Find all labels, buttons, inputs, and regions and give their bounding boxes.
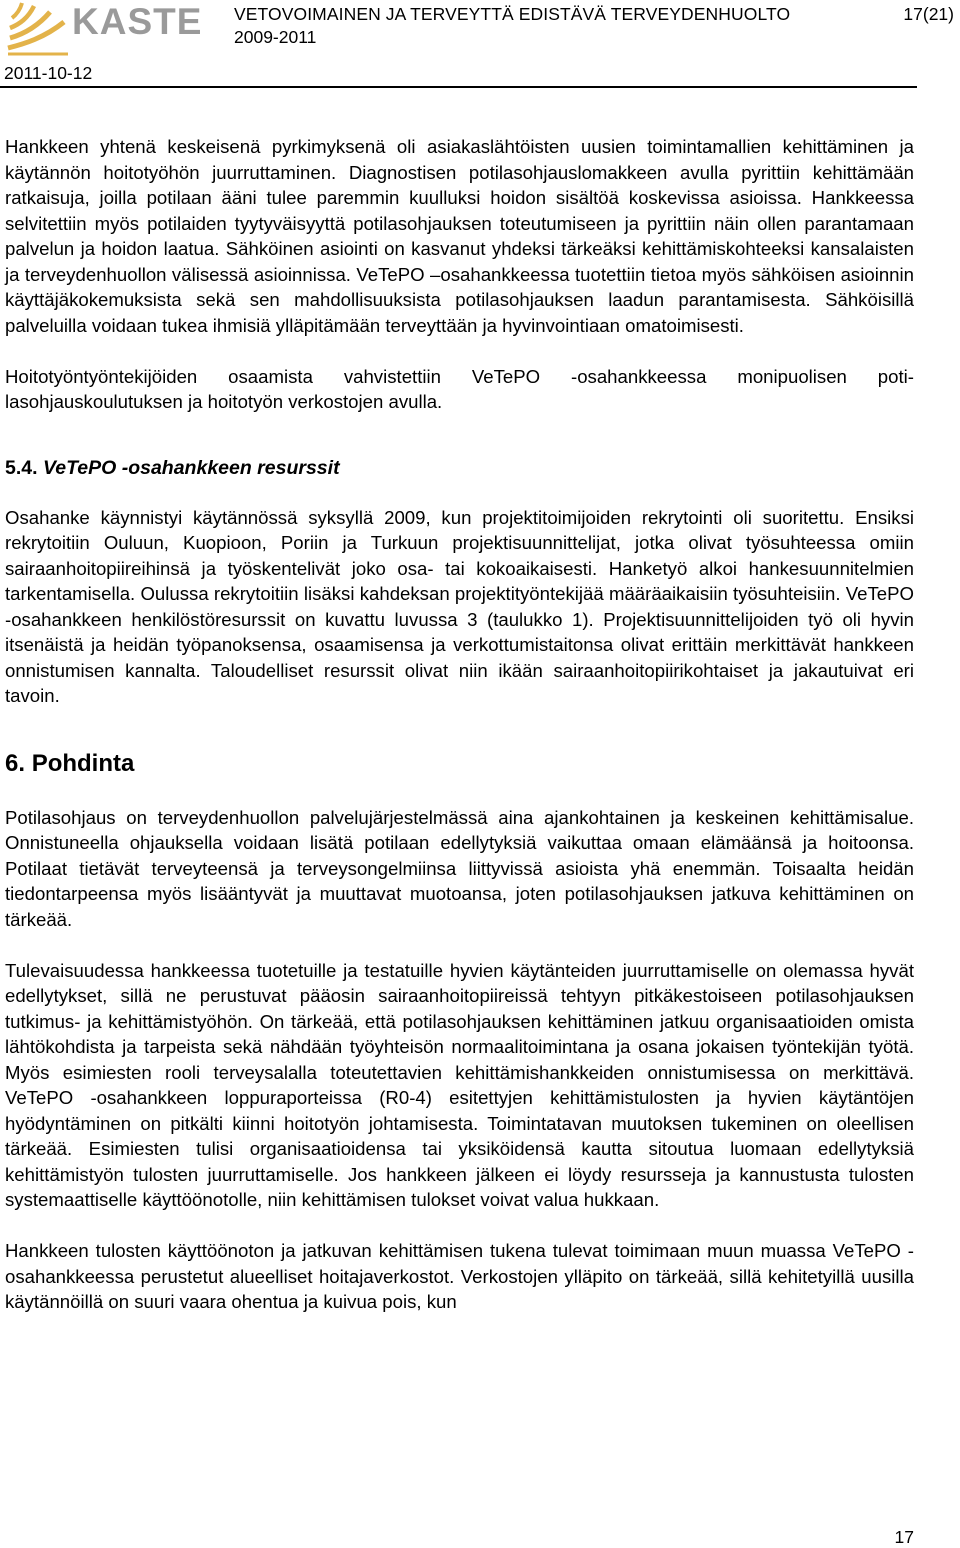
section-6-number: 6. xyxy=(5,749,26,777)
header-title: VETOVOIMAINEN JA TERVEYTTÄ EDISTÄVÄ TERVEYDENHUOLTO xyxy=(234,4,791,24)
section-6-paragraph-1: Potilasohjaus on terveydenhuollon palvelujärjestelmässä aina ajankohtainen ja keskeinen kehittämisalue. Onnistuneella ohjauksella voidaan lisätä potilaan edellytyksiä vaikuttaa omaan elämäänsä ja hoitoonsa. Potilaat tietävät terveyteensä ja terveysongelmiinsa liittyvissä asioista yhä enemmän. Toisaalta heidän tiedontarpeensa myös lisääntyvät ja muuttavat muotoansa, joten potilasohjauksen jatkuva kehittäminen on tärkeää. xyxy=(5,806,914,930)
page-header xyxy=(0,0,960,92)
intro-paragraph-2: Hoitotyöntyöntekijöiden osaamista vahvistettiin VeTePO -osahankkeessa monipuolisen potilasohjauskoulutuksen ja hoitotyön verkostojen avulla. xyxy=(5,365,914,412)
section-5-4-heading xyxy=(5,455,914,481)
section-5-4-number: 5.4. xyxy=(5,456,38,479)
header-date: 2011-10-12 xyxy=(4,63,93,83)
header-page-count: 17(21) xyxy=(903,4,954,24)
section-6-paragraph-3: Hankkeen tulosten käyttöönoton ja jatkuvan kehittämisen tukena tulevat toimimaan muun muassa VeTePO -osahankkeessa perustetut alueelliset hoitajaverkostot. Verkostojen ylläpito on tärkeää, sillä kehitetyillä uusilla käytännöillä on suuri vaara ohentua ja kuivua pois, kun xyxy=(5,1240,914,1312)
section-6-heading xyxy=(5,749,914,779)
document-body xyxy=(5,134,914,1340)
kaste-logo-graphic xyxy=(4,0,209,56)
header-divider xyxy=(0,86,917,88)
page-number: 17 xyxy=(894,1527,914,1547)
section-5-4-title: VeTePO -osahankkeen resurssit xyxy=(42,456,340,479)
section-6-paragraph-2: Tulevaisuudessa hankkeessa tuotetuille ja testatuille hyvien käytänteiden juurruttamiselle on olemassa hyvät edellytykset, sillä ne perustuvat pääosin sairaanhoitopiireissä tehtyyn pitkäkestoiseen potilasohjauksen tutkimus- ja kehittämistyöhön. On tärkeää, että potilasohjauksen kehittäminen jatkuu organisaatioiden omista lähtökohdista ja tarpeista sekä nähdään työyhteisön normaalitoimintana ja osana jokaisen työntekijän työtä. Myös esimiesten rooli terveysalalla toteutettavien kehittämishankkeiden onnistumisessa on merkittävä. VeTePO -osahankkeen loppuraporteissa (R0-4) esitettyjen kehittämistulosten ja hyvien käytäntöjen hyödyntäminen on pitkälti kiinni hoitotyön johtamisesta. Toimintatavan muutoksen tukeminen on oleellisen tärkeää. Esimiesten tulisi organisaatioidensa tai yksiköidensä kautta sitoutua luomaan edellytyksiä kehittämistyön tulosten juurruttamiselle. Jos hankkeen jälkeen ei löydy resursseja ja kannustusta tulosten systemaattiselle käyttöönotolle, niin kehittämisen tulokset voivat valua hukkaan. xyxy=(5,959,914,1210)
header-years: 2009-2011 xyxy=(234,27,317,47)
section-6-title: Pohdinta xyxy=(31,749,135,777)
section-5-4-paragraph-1: Osahanke käynnistyi käytännössä syksyllä 2009, kun projektitoimijoiden rekrytointi oli suoritettu. Ensiksi rekrytoitiin Ouluun, Kuopioon, Poriin ja Turkuun projektisuunnittelijat, jotka olivat työsuhteessa omiin sairaanhoitopiireihinsä ja työskentelivät joko osa- tai kokoaikaisesti. Hanketyö alkoi hankesuunnitelmien tarkentamisella. Oulussa rekrytoitiin lisäksi kahdeksan projektityöntekijää määräaikaisiin työsuhteisiin. VeTePO -osahankkeen henkilöstöresurssit on kuvattu luvussa 3 (taulukko 1). Projektisuunnittelijoiden työ oli hyvin itsenäistä ja heidän työpanoksensa, osaamisensa ja verkottumistaitonsa olivat erittäin merkittävät hankkeen onnistumisen kannalta. Taloudelliset resurssit olivat niin ikään sairaanhoitopiirikohtaiset ja jakautuivat eri tavoin. xyxy=(5,506,914,706)
kaste-logo xyxy=(4,0,209,56)
intro-paragraph-1: Hankkeen yhtenä keskeisenä pyrkimyksenä oli asiakaslähtöisten uusien toimintamallien kehittäminen ja käytännön hoitotyöhön juurruttaminen. Diagnostisen potilasohjauslomakkeen avulla pyrittiin kehittämään ratkaisuja, joilla potilaan ääni tulee paremmin kuulluksi hoidon sisältöä koskevissa asioissa. Hankkeessa selvitettiin myös potilaiden tyytyväisyyttä potilasohjauksen toteutumiseen ja pyrittiin näin ollen parantamaan palvelun ja hoidon laatua. Sähköinen asiointi on kasvanut yhdeksi tärkeäksi kehittämiskohteeksi kansalaisten ja terveydenhuollon välisessä asioinnissa. VeTePO –osahankkeessa tuotettiin tietoa myös sähköisen asioinnin käyttäjäkokemuksista sekä sen mahdollisuuksista potilasohjauksen laadun parantamisesta. Sähköisillä palveluilla voidaan tukea ihmisiä ylläpitämään terveyttään ja hyvinvointiaan omatoimisesti. xyxy=(5,136,914,336)
logo-wordmark: KASTE xyxy=(72,1,203,42)
